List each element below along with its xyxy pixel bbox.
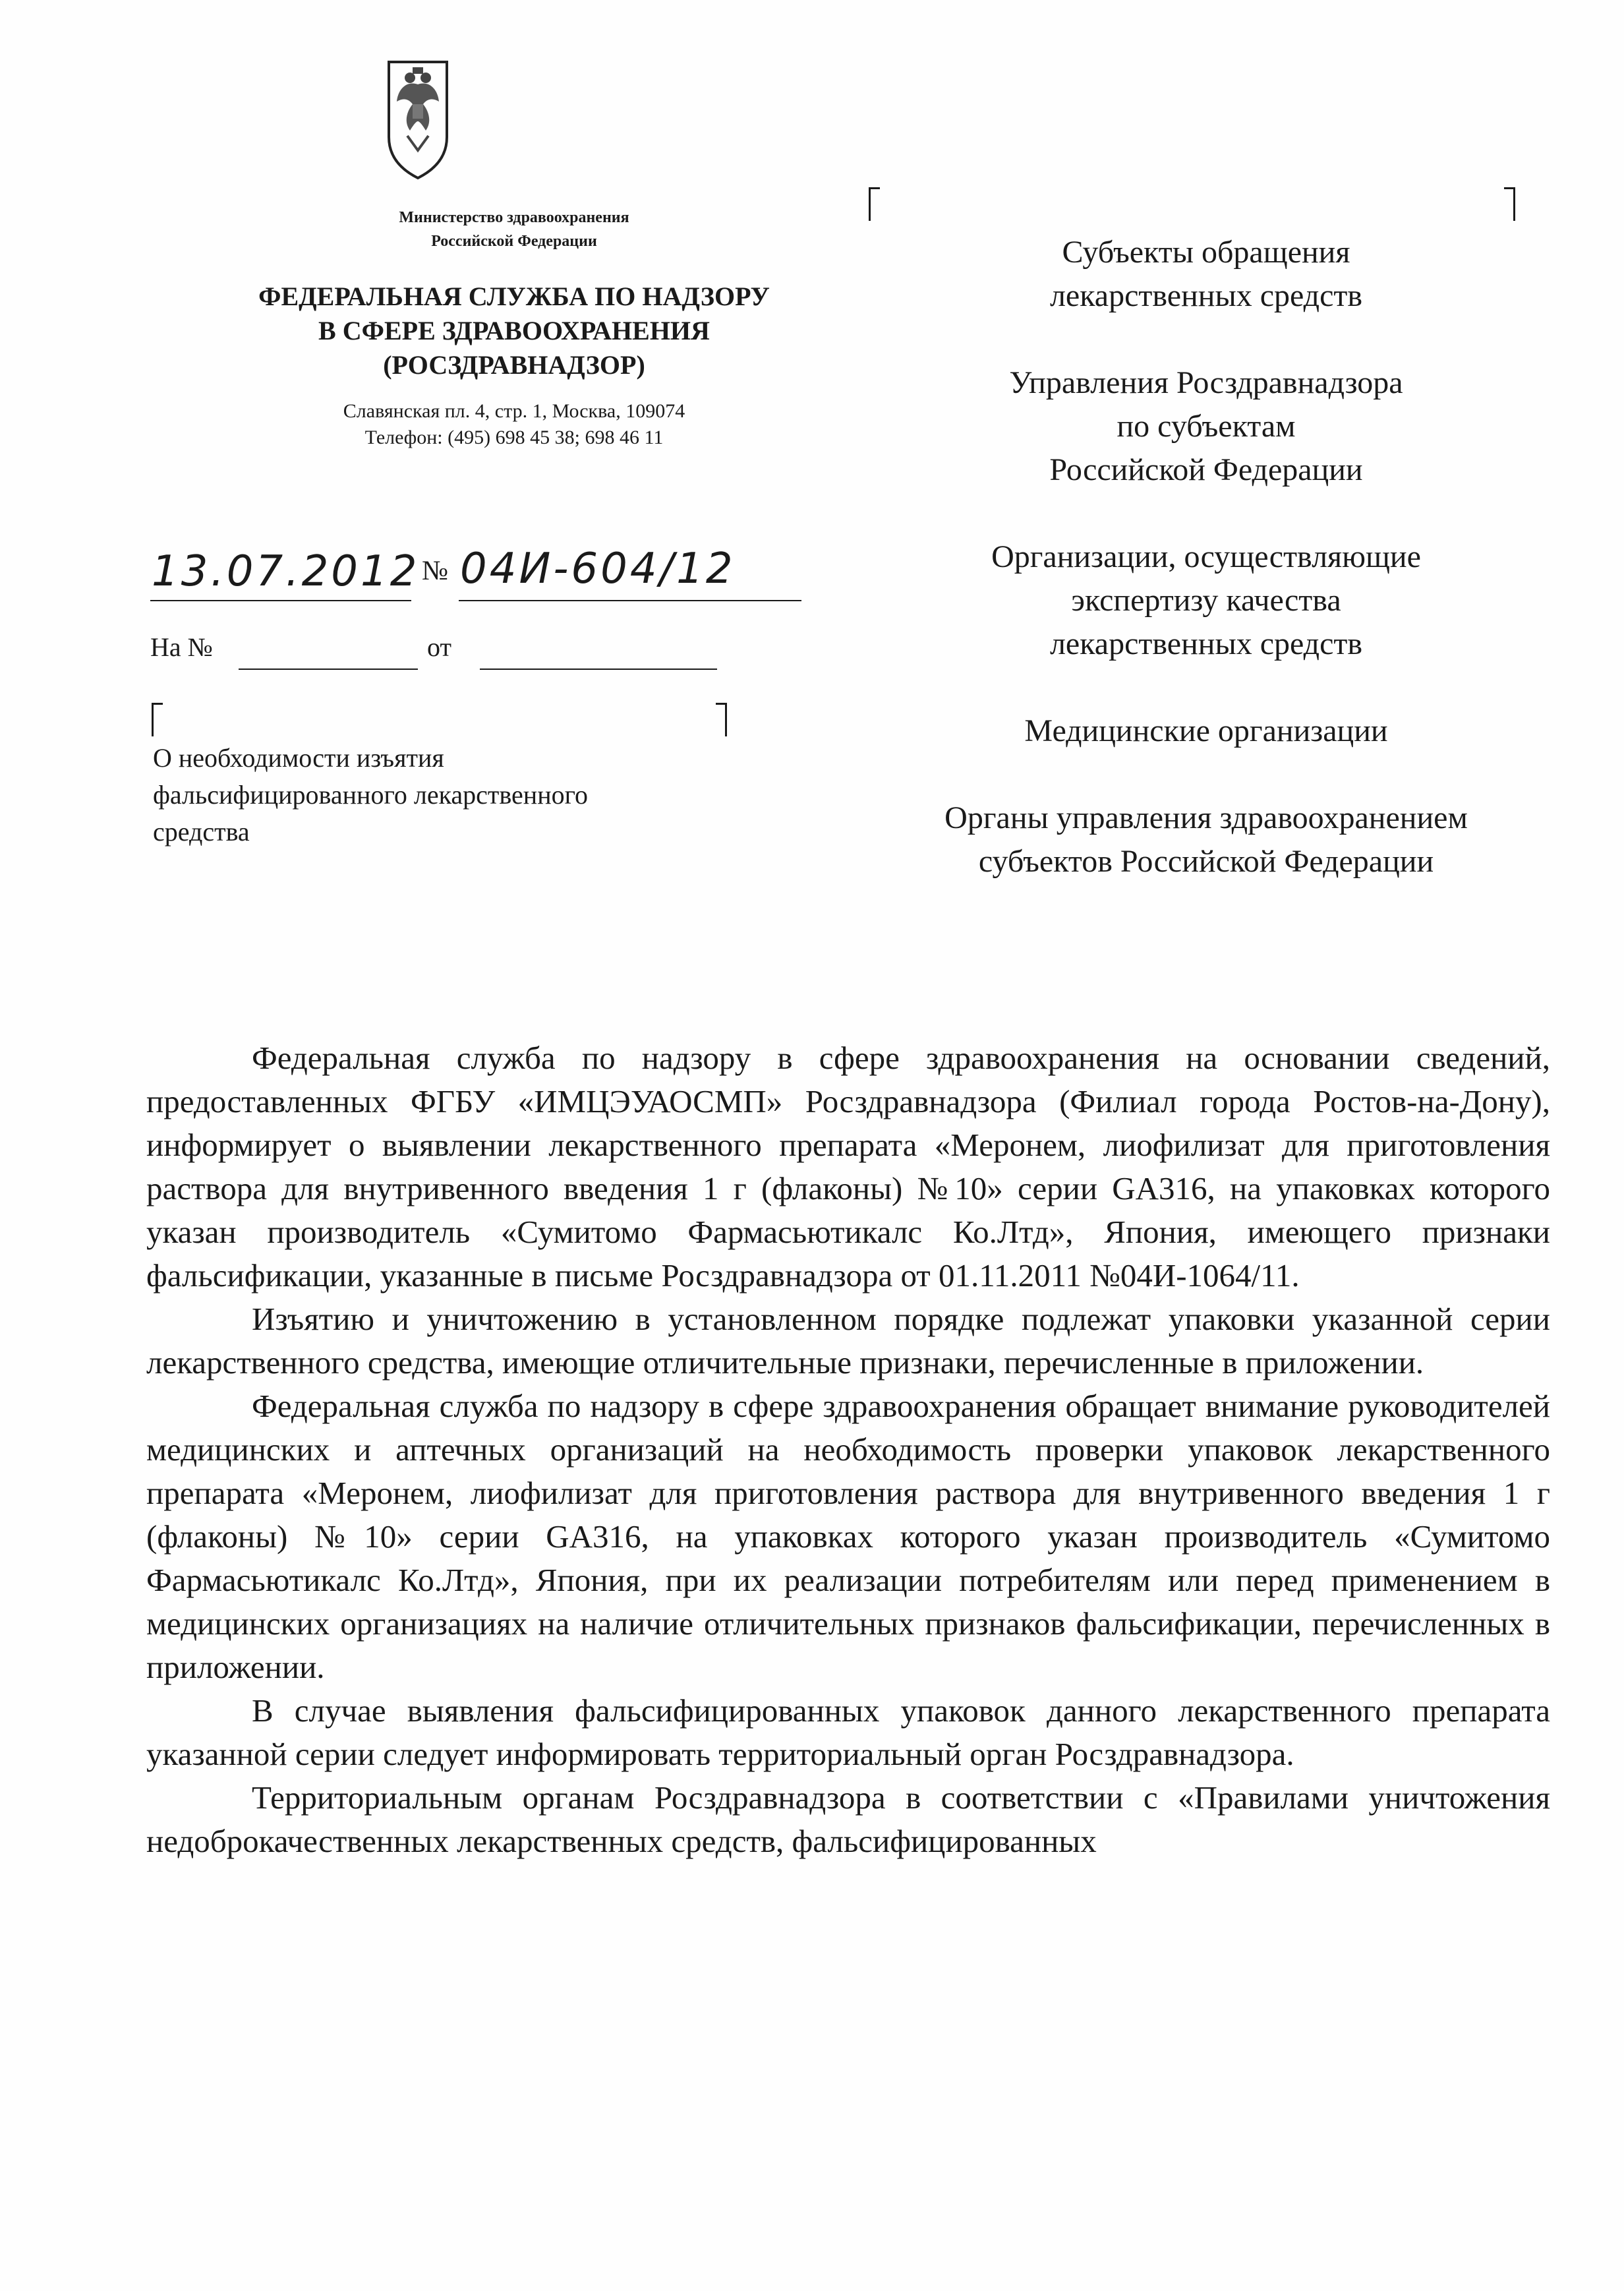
registration-date: 13.07.2012 [152, 547, 420, 596]
ministry-name [185, 206, 844, 253]
reference-number-underline [239, 669, 418, 670]
reference-date-label: от [427, 632, 451, 662]
recipient-line: экспертизу качества [1071, 583, 1341, 618]
subject-corner-left [152, 703, 163, 736]
service-name [99, 280, 929, 382]
body-paragraph: В случае выявления фальсифицированных упаковок данного лекарственного препарата указанной серии следует информировать территориальный орган Росздравнадзора. [146, 1692, 1550, 1772]
recipient-line: Медицинские организации [1024, 713, 1388, 748]
reference-number-label: На № [150, 632, 213, 662]
registration-number-label: № [422, 556, 449, 586]
service-line2: В СФЕРЕ ЗДРАВООХРАНЕНИЯ [318, 316, 710, 345]
subject-line3: средства [153, 817, 250, 847]
recipients-corner-left [869, 187, 880, 221]
ministry-line2: Российской Федерации [431, 233, 597, 250]
ministry-line1: Министерство здравоохранения [399, 209, 629, 226]
recipient [857, 796, 1555, 883]
recipient [857, 709, 1555, 753]
subject-line2: фальсифицированного лекарственного [153, 780, 589, 810]
body-paragraph: Изъятию и уничтожению в установленном порядке подлежат упаковки указанной серии лекарственного средства, имеющие отличительные признаки, перечисленные в приложении. [146, 1301, 1550, 1381]
coat-of-arms-emblem [384, 58, 452, 182]
recipients-block [857, 231, 1555, 927]
letter-body [146, 1036, 1550, 1863]
service-line3: (РОСЗДРАВНАДЗОР) [383, 350, 645, 380]
body-paragraph: Территориальным органам Росздравнадзора в соответствии с «Правилами уничтожения недоброкачественных лекарственных средств, фальсифицированных [146, 1779, 1550, 1859]
subject-line1: О необходимости изъятия [153, 743, 444, 773]
number-underline [459, 600, 801, 601]
recipient [857, 231, 1555, 318]
letter-subject [153, 740, 786, 850]
recipient-line: Российской Федерации [1049, 452, 1363, 487]
recipients-corner-right [1504, 187, 1515, 221]
phone: Телефон: (495) 698 45 38; 698 46 11 [364, 427, 664, 448]
recipient-line: Субъекты обращения [1062, 235, 1350, 270]
recipient-line: по субъектам [1116, 409, 1296, 444]
registration-number: 04И-604/12 [460, 545, 736, 593]
recipient [857, 361, 1555, 492]
recipient-line: Организации, осуществляющие [991, 539, 1421, 574]
recipient-line: лекарственных средств [1049, 278, 1363, 313]
body-paragraph: Федеральная служба по надзору в сфере здравоохранения обращает внимание руководителей медицинских и аптечных организаций на необходимость проверки упаковок лекарственного препарата «Меронем, лиофилизат для приготовления раствора для внутривенного введения 1 г (флаконы) №10» серии GA316, на упаковках которого указан производитель «Сумитомо Фармасьютикалс Ко.Лтд», Япония, при их реализации потребителям или перед применением в медицинских организациях на наличие отличительных признаков фальсификации, перечисленных в приложении. [146, 1388, 1550, 1685]
date-underline [150, 600, 411, 601]
recipient [857, 535, 1555, 666]
reference-date-underline [480, 669, 717, 670]
recipient-line: лекарственных средств [1049, 626, 1363, 661]
contact-block [99, 398, 929, 451]
recipient-line: Управления Росздравнадзора [1009, 365, 1403, 400]
recipient-line: Органы управления здравоохранением [944, 800, 1468, 835]
service-line1: ФЕДЕРАЛЬНАЯ СЛУЖБА ПО НАДЗОРУ [258, 282, 770, 311]
recipient-line: субъектов Российской Федерации [978, 844, 1434, 879]
body-paragraph: Федеральная служба по надзору в сфере здравоохранения на основании сведений, предоставленных ФГБУ «ИМЦЭУАОСМП» Росздравнадзора (Филиал города Ростов-на-Дону), информирует о выявлении лекарственного препарата «Меронем, лиофилизат для приготовления раствора для внутривенного введения 1 г (флаконы) №10» серии GA316, на упаковках которого указан производитель «Сумитомо Фармасьютикалс Ко.Лтд», Япония, имеющего признаки фальсификации, указанные в письме Росздравнадзора от 01.11.2011 №04И-1064/11. [146, 1040, 1550, 1294]
subject-corner-right [716, 703, 727, 736]
address: Славянская пл. 4, стр. 1, Москва, 109074 [343, 400, 685, 422]
